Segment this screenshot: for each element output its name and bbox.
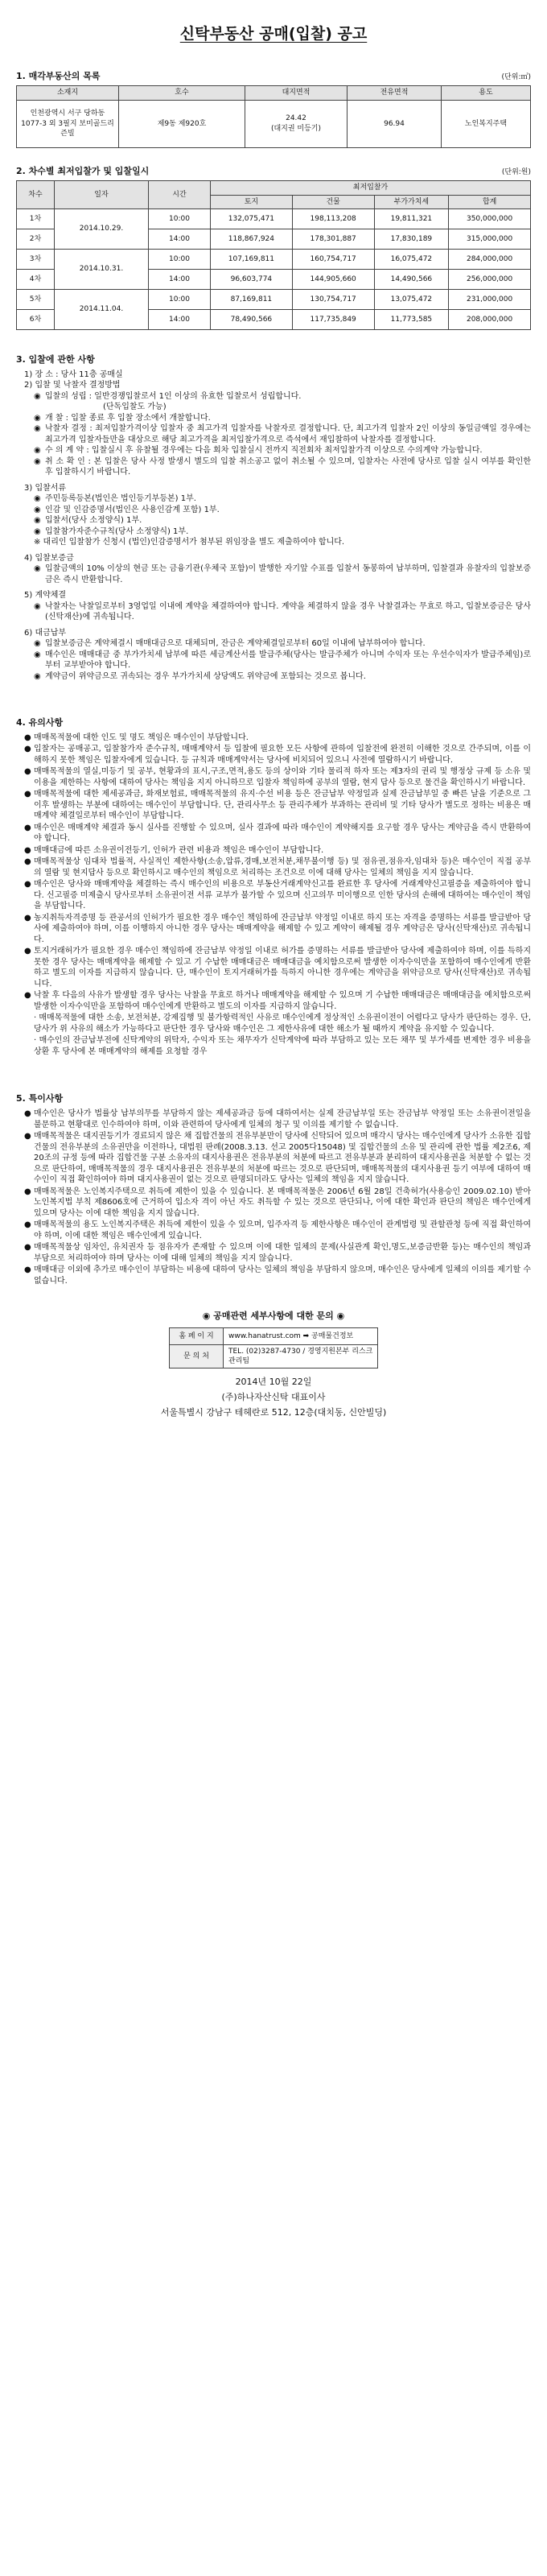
section-1-unit: (단위:㎡) (501, 73, 531, 82)
vat-cell: 16,075,472 (374, 249, 449, 269)
building-cell: 178,301,887 (292, 229, 374, 249)
payment-text: 입찰보증금은 계약체결시 매매대금으로 대체되며, 잔금은 계약체결일로부터 60일 이내에 납부하여야 합니다. (45, 639, 426, 649)
special-list (16, 1108, 531, 1286)
table-row (17, 208, 531, 229)
contract-heading: 5) 계약체결 (24, 591, 67, 601)
list-item: ● 매매목적물상 임대차 법률적, 사실적인 제한사항(소송,압류,경매,보전처분,채무불이행 등) 및 점유권,점유자,임대차 등)은 매수인이 직접 공부의 열람 및 현지답사 등으로 확인하시고 매수인의 책임으로 처리하는 조건으로 이에 대해 당사는 일체의 책임을 지지 않습니다. (24, 857, 531, 877)
bid-rule-text: 낙찰자 결정 : 최저입찰가격이상 입찰자 중 최고가격 입찰자를 낙찰자로 결정합니다. 단, 최고가격 입찰자 2인 이상의 동일금액일 경우에는 최고가격 입찰자들만을 대상으로 해당 최고가격을 최저입찰가격으로 즉석에서 재입찰하여 낙찰자를 결정합니다. (45, 424, 531, 444)
footer (16, 1375, 531, 1420)
land-cell: 132,075,471 (211, 208, 293, 229)
list-item: ● 매수인은 당사가 법률상 납부의무를 부담하지 않는 제세공과금 등에 대하여서는 실제 잔금납부일 또는 잔금납부 약정일 또는 소유권이전일을 불문하고 현황대로 인수하여야 하며, 이와 관련하여 당사에게 일체의 청구 및 이의를 제기할 수 없습니다. (24, 1109, 531, 1129)
doc-item-text: 입찰서(당사 소정양식) 1부. (45, 516, 142, 526)
bullet-icon: ● (24, 913, 31, 923)
land-area-note: (대지권 미등기) (270, 124, 322, 133)
company-address: 서울특별시 강남구 테헤란로 512, 12층(대치동, 신안빌딩) (160, 1406, 387, 1418)
col-vat: 부가가치세 (374, 195, 449, 208)
time-cell: 14:00 (149, 269, 211, 289)
payment-text: 매수인은 매매대금 중 부가가치세 납부에 따른 세금계산서를 발급주체(당사는 발급주체가 아니며 수익자 또는 우선수익자가 발급주체임)로부터 교부받아야 합니다. (45, 650, 531, 671)
payment-item (16, 671, 531, 683)
list-subitem: · 매매목적물에 대한 소송, 보전처분, 강제집행 및 불가항력적인 사유로 매수인에게 정상적인 소유권이전이 어렵다고 당사가 판단하는 경우. 단, 당사가 위 사유의 해소가 가능하다고 판단한 경우 당사와 매수인은 그 제한사유에 대한 해소가 될 때까지 계약을 유지할 수 있습니다. (34, 1013, 531, 1034)
section-1-title: 1. 매각부동산의 목록 (16, 70, 101, 81)
vat-cell: 17,830,189 (374, 229, 449, 249)
homepage-label: 홈 페 이 지 (170, 1328, 224, 1345)
bullet-icon: ● (24, 1132, 31, 1141)
bullet-icon: ◉ (34, 650, 41, 659)
deposit-heading: 4) 입찰보증금 (24, 553, 74, 563)
total-cell: 231,000,000 (449, 289, 531, 309)
bullet-icon: ● (24, 790, 31, 799)
total-cell: 350,000,000 (449, 208, 531, 229)
bullet-icon: ● (24, 1187, 31, 1196)
building-cell: 130,754,717 (292, 289, 374, 309)
land-cell: 118,867,924 (211, 229, 293, 249)
col-unit: 호수 (119, 86, 245, 100)
round-cell: 2차 (17, 229, 55, 249)
company-name: (주)하나자산신탁 대표이사 (221, 1392, 326, 1403)
bullet-icon: ◉ (34, 639, 41, 649)
doc-item (16, 515, 531, 526)
section-1-header (16, 71, 531, 83)
list-item: ● 매매목적물은 대지권등기가 경료되지 않은 채 집합건물의 전유부분만이 당사에 신탁되어 있으며 매각시 당사는 매수인에게 당사가 소유한 집합건물의 전유부분의 소유권만을 이전하나, 대법원 판례(2008.3.13. 선고 2005다15048) 및 집합건물의 소유 및 관리에 관한 법률 제2조6, 제20조의 규정 등에 따라 집합건물 구분 소유자의 대지사용권은 전유부분의 처분에 따르고 전유부분과 분리하여 대지사용권을 처분할 수 없는 것으로 판단하여, 매매목적물의 경우 대지사용권은 전유부분의 처분에 따르는 것으로 판단되며, 매매목적물의 대지사용권 등기 여부에 대하여 매수인이 직접 확인하여야 하며 대지사용권이 없는 것으로 판명되더라도 당사는 일체의 책임을 지지 않습니다. (24, 1132, 531, 1185)
time-cell: 14:00 (149, 309, 211, 329)
round-cell: 3차 (17, 249, 55, 269)
payment-item (16, 650, 531, 671)
doc-item (16, 493, 531, 505)
vat-cell: 13,075,472 (374, 289, 449, 309)
round-cell: 5차 (17, 289, 55, 309)
contract-item (16, 601, 531, 623)
schedule-table (16, 180, 531, 329)
bid-location: 1) 장 소 : 당사 11층 공매실 (24, 369, 123, 379)
payment-text: 계약금이 위약금으로 귀속되는 경우 부가가치세 상당액도 위약금에 포함되는 것으로 봅니다. (45, 671, 366, 681)
doc-item-text: 주민등록등본(법인은 법인등기부등본) 1부. (45, 494, 196, 504)
bid-rule-text: 개 찰 : 입찰 종료 후 입찰 장소에서 개찰합니다. (45, 413, 211, 423)
bullet-icon: ● (24, 947, 31, 956)
list-item: ● 농지취득자격증명 등 관공서의 인허가가 필요한 경우 매수인 책임하에 잔금납부 약정일 이내로 하지 또는 자격을 증명하는 서류를 발급받아 당사에 제출하여야 하며, 이를 이행하지 아니한 경우 당사는 매매계약을 해제할 수 있고 계약이 해제될 경우 계약금은 당사(신탁재산)로 귀속됩니다. (24, 913, 531, 944)
cell-address: 인천광역시 서구 당하동 1077-3 외 3필지 보미골드리즌빌 (17, 100, 119, 147)
bid-rule (16, 423, 531, 445)
list-item: ● 매매목적물은 노인복지주택으로 취득에 제한이 있을 수 있습니다. 본 매매목적물은 2006년 6월 28일 건축허가(사용승인 2009.02.10) 받아 노인복지법 부칙 제8606호에 근거하여 입소자 격이 아닌 자도 취득할 수 있는 것으로 판단되나, 이에 대한 확인과 판단의 책임은 매수인에게 있으며 당사는 이에 대한 책임을 지지 않습니다. (24, 1187, 531, 1218)
payment-heading: 6) 대금납부 (24, 628, 67, 638)
bullet-icon: ● (24, 1243, 31, 1253)
section-5-title: 5. 특이사항 (16, 1093, 64, 1104)
bid-rule-text: 입찰의 성립 : 일반경쟁입찰로서 1인 이상의 유효한 입찰로서 성립합니다. (45, 391, 302, 401)
building-cell: 144,905,660 (292, 269, 374, 289)
cell-use: 노인복지주택 (442, 100, 531, 147)
bullet-icon: ● (24, 1220, 31, 1230)
col-min-price: 최저입찰가 (211, 181, 531, 195)
col-land-area: 대지면적 (245, 86, 348, 100)
list-item: ● 낙찰 후 다음의 사유가 발생할 경우 당사는 낙찰을 무효로 하거나 매매계약을 해제할 수 있으며 기 수납한 매매대금은 매매대금을 예치함으로써 발생한 이자수익만을 포함하여 매수인에게 반환하고 별도의 이자를 지급하지 않습니다. (24, 991, 531, 1011)
col-use: 용도 (442, 86, 531, 100)
bid-rule-text: 취 소 확 인 : 본 입찰은 당사 사정 발생시 별도의 입찰 취소공고 없이 취소될 수 있으며, 입찰자는 사전에 당사로 입찰 실시 여부를 확인한 후 입찰하시기 바랍니다. (45, 456, 531, 477)
contract-text: 낙찰자는 낙찰일로부터 3영업일 이내에 계약을 체결하여야 합니다. 계약을 체결하지 않을 경우 낙찰결과는 무효로 하고, 입찰보증금은 당사(신탁재산)에 귀속됩니다. (45, 601, 531, 622)
building-cell: 198,113,208 (292, 208, 374, 229)
bullet-icon: ◉ (34, 526, 41, 536)
list-item: ● 매매목적물에 대한 제세공과금, 화재보험료, 매매목적물의 유지·수선 비용 등은 잔금납부 약정일과 실제 잔금납부일 중 빠른 날을 기준으로 그 이후 발생하는 부분에 대하여는 매수인이 부담합니다. 단, 관리사무소 등 관리주체가 부과하는 관리비 및 기타 당사가 별도로 정하는 비용은 매매계약 체결일로부터 매수인이 부담합니다. (24, 790, 531, 821)
land-cell: 96,603,774 (211, 269, 293, 289)
homepage-link[interactable]: www.hanatrust.com ➡ 공매물건정보 (224, 1328, 378, 1345)
list-item: ● 입찰자는 공매공고, 입찰참가자 준수규칙, 매매계약서 등 입찰에 필요한 모든 사항에 관하여 입찰전에 완전히 이해한 것으로 간주되며, 이를 이해하지 못한 책임은 입찰자에게 있습니다. 등 규칙과 매매계약서는 당사에 비치되어 있으니 사전에 열람하시기 바랍니다. (24, 745, 531, 765)
bullet-icon: ◉ (34, 446, 41, 456)
bullet-icon: ◉ (34, 413, 41, 423)
col-building: 건물 (292, 195, 374, 208)
cell-unit: 제9동 제920호 (119, 100, 245, 147)
payment-item (16, 638, 531, 650)
list-item: ● 매수인은 당사와 매매계약을 체결하는 즉시 매수인의 비용으로 부동산거래계약신고를 완료한 후 당사에 거래계약신고필증을 제출하여야 합니다. 신고필증 미제출시 당사로부터 소유권이전 서류 교부가 불가할 수 있으며 신고의무 미이행으로 인한 당사의 손해에 대하여는 매수인이 책임을 부담합니다. (24, 880, 531, 911)
time-cell: 10:00 (149, 208, 211, 229)
list-subitem: · 매수인의 잔금납부전에 신탁계약의 위탁자, 수익자 또는 채무자가 신탁계약에 따라 부담하고 있는 모든 채무 및 부가세를 변제한 경우 비용을 상환 후 당사에 본 매매계약의 해제를 요청할 경우 (34, 1036, 531, 1056)
land-area-value: 24.42 (286, 114, 306, 123)
col-date: 일자 (55, 181, 149, 208)
contact-title: ◉ 공매관련 세부사항에 대한 문의 ◉ (202, 1311, 345, 1322)
table-row (17, 249, 531, 269)
time-cell: 10:00 (149, 249, 211, 269)
section-3-title: 3. 입찰에 관한 사항 (16, 353, 95, 365)
cell-land-area (245, 100, 348, 147)
bullet-icon: ● (24, 880, 31, 890)
col-address: 소재지 (17, 86, 119, 100)
bullet-icon: ● (24, 1265, 31, 1275)
col-land: 토지 (211, 195, 293, 208)
bullet-icon: ◉ (34, 456, 41, 466)
total-cell: 284,000,000 (449, 249, 531, 269)
building-cell: 160,754,717 (292, 249, 374, 269)
round-cell: 4차 (17, 269, 55, 289)
bullet-icon: ● (24, 767, 31, 777)
bullet-icon: ● (24, 733, 31, 742)
total-cell: 315,000,000 (449, 229, 531, 249)
doc-item-text: 인감 및 인감증명서(법인은 사용인감계 포함) 1부. (45, 505, 220, 514)
col-round: 차수 (17, 181, 55, 208)
bullet-icon: ● (24, 845, 31, 855)
bullet-icon: ◉ (34, 601, 41, 611)
time-cell: 14:00 (149, 229, 211, 249)
bullet-icon: ◉ (34, 391, 41, 401)
inquiry-label: 문 의 처 (170, 1345, 224, 1368)
bid-rule-note: (단독입찰도 가능) (103, 402, 167, 412)
section-2-unit: (단위:원) (501, 168, 531, 177)
bid-docs-heading: 3) 입찰서류 (24, 483, 67, 493)
notice-date: 2014년 10월 22일 (235, 1377, 312, 1388)
bid-method-heading: 2) 입찰 및 낙찰자 결정방법 (24, 381, 121, 390)
list-item: ● 매매목적물에 대한 인도 및 명도 책임은 매수인이 부담합니다. (24, 733, 249, 742)
list-item: ● 매매목적물의 용도 노인복지주택은 취득에 제한이 있을 수 있으며, 입주자격 등 제한사항은 매수인이 관계법령 및 관할관청 등에 직접 확인하여야 하며, 이에 대한 책임은 매수인에게 있습니다. (24, 1220, 531, 1241)
inquiry-value: TEL. (02)3287-4730 / 경영지원본부 리스크관리팀 (224, 1345, 378, 1368)
total-cell: 256,000,000 (449, 269, 531, 289)
bullet-icon: ● (24, 991, 31, 1001)
bullet-icon: ● (24, 1109, 31, 1119)
land-cell: 107,169,811 (211, 249, 293, 269)
doc-item (16, 505, 531, 516)
bid-rule-text: 수 의 계 약 : 입찰실시 후 유찰될 경우에는 다음 회차 입찰실시 전까지 직전회차 최저입찰가격 이상으로 수의계약 가능합니다. (45, 446, 483, 456)
col-time: 시간 (149, 181, 211, 208)
bullet-icon: ◉ (34, 516, 41, 526)
contact-table (169, 1327, 378, 1368)
date-cell: 2014.11.04. (55, 289, 149, 329)
deposit-text: 입찰금액의 10% 이상의 현금 또는 금융기관(우체국 포함)이 발행한 자기앞 수표를 입찰서 동봉하여 납부하며, 입찰결과 유찰자의 입찰보증금은 즉시 반환합니다. (45, 564, 531, 584)
time-cell: 10:00 (149, 289, 211, 309)
date-cell: 2014.10.31. (55, 249, 149, 289)
caution-list (16, 733, 531, 1058)
docs-note: ※ 대리인 입찰참가 신청시 (법인)인감증명서가 첨부된 위임장을 별도 제출하여야 합니다. (34, 538, 345, 547)
total-cell: 208,000,000 (449, 309, 531, 329)
vat-cell: 19,811,321 (374, 208, 449, 229)
bullet-icon: ◉ (34, 671, 41, 681)
vat-cell: 11,773,585 (374, 309, 449, 329)
round-cell: 1차 (17, 208, 55, 229)
bullet-icon: ● (24, 745, 31, 754)
col-exclusive-area: 전유면적 (348, 86, 442, 100)
page-title: 신탁부동산 공매(입찰) 공고 (179, 25, 368, 43)
section-2-header (16, 166, 531, 178)
list-item: ● 매매목적물의 열실,미등기 및 공부, 현황과의 표시,구조,면적,용도 등의 상이와 기타 물리적 하자 또는 제3자의 권리 및 행정상 규제 등 소유 및 이용을 제한하는 사항에 대하여 당사는 책임을 지지 아니하므로 입찰자 책임하에 공부의 열람, 현지 답사 등으로 물건을 확인하시기 바랍니다. (24, 767, 531, 787)
bullet-icon: ● (24, 857, 31, 867)
cell-exclusive-area: 96.94 (348, 100, 442, 147)
bid-rule (16, 413, 531, 424)
land-cell: 78,490,566 (211, 309, 293, 329)
list-item: ● 매매대금에 따른 소유권이전등기, 인허가 관련 비용과 책임은 매수인이 부담합니다. (24, 845, 324, 855)
col-total: 합계 (449, 195, 531, 208)
doc-item-text: 입찰참가자준수규칙(당사 소정양식) 1부. (45, 526, 189, 536)
bullet-icon: ◉ (34, 424, 41, 434)
section-2-title: 2. 차수별 최저입찰가 및 입찰일시 (16, 165, 150, 176)
section-4-title: 4. 유의사항 (16, 717, 64, 729)
bullet-icon: ◉ (34, 564, 41, 574)
list-item: ● 매매목적물상 임차인, 유치권자 등 점유자가 존재할 수 있으며 이에 대한 일체의 문제(사실관계 확인,명도,보증금반환 등)는 매수인의 책임과 부담으로 처리하여야 하며 당사는 이에 대해 일체의 책임을 지지 않습니다. (24, 1243, 531, 1263)
doc-item (16, 526, 531, 538)
table-row (17, 289, 531, 309)
round-cell: 6차 (17, 309, 55, 329)
bid-rule (16, 456, 531, 478)
bullet-icon: ● (24, 823, 31, 832)
list-item: ● 토지거래허가가 필요한 경우 매수인 책임하에 잔금납부 약정일 이내로 허가를 증명하는 서류를 발급받아 당사에 제출하여야 하며, 이를 득하지 못한 경우 당사는 매매계약을 해제할 수 있고 기 수납한 매매대금은 매매대금을 예치함으로써 발생한 이자수익만을 포함하여 매수인에게 반환하고 별도의 이자를 지급하지 않습니다. 단, 매수인이 토지거래허가를 득하지 아니한 경우에는 계약금을 위약금으로 당사(신탁재산)로 귀속됩니다. (24, 947, 531, 989)
bullet-icon: ◉ (34, 494, 41, 504)
date-cell: 2014.10.29. (55, 208, 149, 249)
list-item: ● 매수인은 매매계약 체결과 동시 실사를 진행할 수 있으며, 실사 결과에 따라 매수인이 계약해지를 요구할 경우 당사는 계약금을 즉시 반환하여야 합니다. (24, 823, 531, 844)
vat-cell: 14,490,566 (374, 269, 449, 289)
bid-rule (16, 445, 531, 456)
bullet-icon: ◉ (34, 505, 41, 514)
building-cell: 117,735,849 (292, 309, 374, 329)
property-table (16, 85, 531, 147)
list-item: ● 매매대금 이외에 추가로 매수인이 부담하는 비용에 대하여 당사는 일체의 책임을 부담하지 않으며, 매수인은 당사에게 일체의 이의를 제기할 수 없습니다. (24, 1265, 531, 1286)
bid-rule (16, 391, 531, 402)
land-cell: 87,169,811 (211, 289, 293, 309)
deposit-item (16, 564, 531, 585)
